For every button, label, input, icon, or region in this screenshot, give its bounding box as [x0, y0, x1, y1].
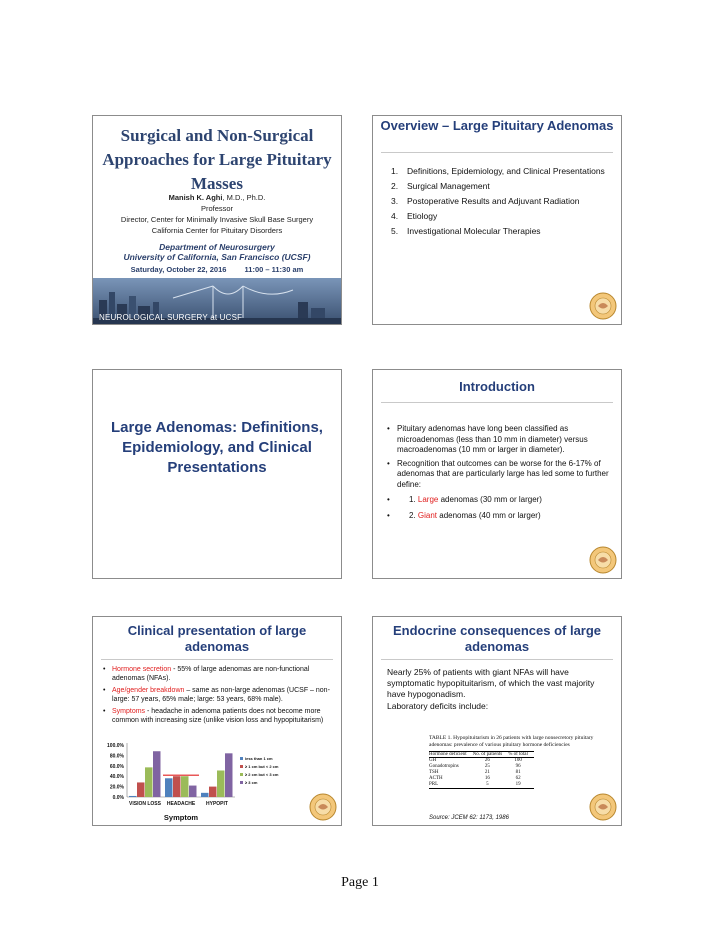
y-tick-label: 60.0%: [109, 763, 124, 770]
bullet-item: • Pituitary adenomas have long been classified as microadenomas (less than 10 mm in diameter) versus macroadenomas (10 mm or larger in diameter).: [387, 424, 611, 456]
bar: [137, 782, 145, 797]
bar: [165, 778, 173, 797]
time: 11:00 – 11:30 am: [244, 265, 304, 274]
ucsf-seal-icon: [589, 793, 617, 821]
university-name: University of California, San Francisco (UCSF): [123, 252, 311, 262]
overview-title: Overview – Large Pituitary Adenomas: [380, 118, 614, 133]
source-citation: Source: JCEM 62: 1173, 1986: [429, 815, 509, 821]
endocrine-title: Endocrine consequences of large adenomas: [392, 623, 602, 654]
ucsf-seal-icon: [589, 292, 617, 320]
table-row: Gonadotropins 25 96: [429, 764, 521, 769]
page-number: Page 1: [341, 875, 379, 890]
slide-clinical-presentation: [92, 616, 342, 826]
bullet-item: • Symptoms - headache in adenoma patients does not become more common with increasing size (unlike vision loss and hypopituitarism): [103, 707, 333, 725]
introduction-title: Introduction: [459, 379, 535, 394]
title-divider: [381, 402, 613, 403]
sub-item: • 2. Giant adenomas (40 mm or larger): [387, 509, 611, 522]
overview-list: [391, 166, 613, 241]
laboratory-label: Laboratory deficits include:: [387, 701, 489, 711]
slide-overview: [372, 115, 622, 325]
ucsf-seal-icon: [309, 793, 337, 821]
table-caption: TABLE 1. Hypopituitarism in 26 patients with large nonsecretory pituitary adenomas: prevalence of various pituitary hormone deficiencies: [429, 735, 594, 748]
legend-swatch: [240, 773, 243, 776]
hormone-table: [429, 751, 534, 789]
introduction-bullets: [387, 424, 611, 525]
bar: [209, 787, 217, 797]
bar: [217, 770, 225, 797]
bar: [173, 776, 181, 797]
bullet-item: • Age/gender breakdown – same as non-large adenomas (UCSF – non-large: 57 years, 65% male; large: 53 years, 68% male).: [103, 686, 333, 704]
bar: [225, 753, 233, 797]
author-block: [93, 192, 341, 236]
date: Saturday, October 22, 2016: [130, 265, 227, 274]
slide-title: [92, 115, 342, 325]
slide-section: [92, 369, 342, 579]
table-row: ACTH 16 62: [429, 776, 521, 781]
date-line: [93, 265, 341, 274]
x-tick-label: VISION LOSS: [129, 801, 161, 807]
title-divider: [381, 659, 613, 660]
list-item: 2. Surgical Management: [391, 181, 490, 191]
legend-label: ≥ 1 cm but < 2 cm: [245, 764, 279, 769]
bar: [189, 786, 197, 797]
author-center: California Center for Pituitary Disorders: [151, 226, 283, 235]
x-tick-label: HEADACHE: [166, 801, 196, 807]
legend-swatch: [240, 757, 243, 760]
slide-endocrine: [372, 616, 622, 826]
list-item: 3. Postoperative Results and Adjuvant Radiation: [391, 196, 580, 206]
table-row: PRL 5 19: [429, 782, 534, 789]
author-role: Professor: [200, 204, 234, 213]
title-divider: [381, 152, 613, 153]
y-tick-label: 20.0%: [109, 784, 124, 791]
y-tick-label: 40.0%: [109, 774, 124, 781]
legend-swatch: [240, 765, 243, 768]
bar: [201, 793, 209, 797]
banner-text: NEUROLOGICAL SURGERY at UCSF: [99, 313, 243, 322]
legend-label: ≥ 2 cm but < 3 cm: [245, 772, 279, 777]
table-row: TSH 21 81: [429, 770, 521, 775]
list-item: 5. Investigational Molecular Therapies: [391, 226, 541, 236]
slide-introduction: [372, 369, 622, 579]
author-degrees: , M.D., Ph.D.: [222, 193, 266, 202]
bar: [153, 751, 161, 797]
y-tick-label: 100.0%: [107, 743, 124, 749]
sub-item: • 1. Large adenomas (30 mm or larger): [387, 493, 611, 506]
author-name: Manish K. Aghi: [168, 193, 223, 202]
x-axis-label: Symptom: [163, 813, 199, 822]
legend-label: ≥ 3 cm: [245, 780, 258, 785]
legend-swatch: [240, 781, 243, 784]
table-header-row: Hormone deficient No. of patients % of total: [429, 752, 534, 758]
list-item: 1. Definitions, Epidemiology, and Clinical Presentations: [391, 166, 605, 176]
bullet-item: • Recognition that outcomes can be worse for the 6-17% of adenomas that are particularly large has led some to further define:: [387, 459, 611, 491]
author-director: Director, Center for Minimally Invasive Skull Base Surgery: [120, 215, 314, 224]
y-tick-label: 80.0%: [109, 753, 124, 760]
bar: [129, 796, 137, 797]
list-item: 4. Etiology: [391, 211, 438, 221]
presentation-title: Surgical and Non-Surgical Approaches for Large Pituitary Masses: [102, 126, 332, 193]
city-banner: [93, 278, 341, 324]
legend-label: less than 1 cm: [245, 756, 273, 761]
x-tick-label: HYPOPIT: [206, 801, 228, 807]
ucsf-seal-icon: [589, 546, 617, 574]
y-tick-label: 0.0%: [112, 795, 124, 801]
bar: [145, 767, 153, 797]
symptom-bar-chart: [93, 617, 341, 825]
department-name: Department of Neurosurgery: [159, 242, 275, 252]
table-row: GH 26 100: [429, 758, 522, 763]
bullet-item: • Hormone secretion - 55% of large adenomas are non-functional adenomas (NFAs).: [103, 665, 333, 683]
department: [93, 242, 341, 262]
bar: [181, 776, 189, 797]
endocrine-paragraph: Nearly 25% of patients with giant NFAs will have symptomatic hypopituitarism, of which the vast majority have hypogonadism.: [387, 667, 595, 699]
clinical-title: Clinical presentation of large adenomas: [127, 623, 307, 654]
section-title: Large Adenomas: Definitions, Epidemiology, and Clinical Presentations: [111, 419, 323, 476]
